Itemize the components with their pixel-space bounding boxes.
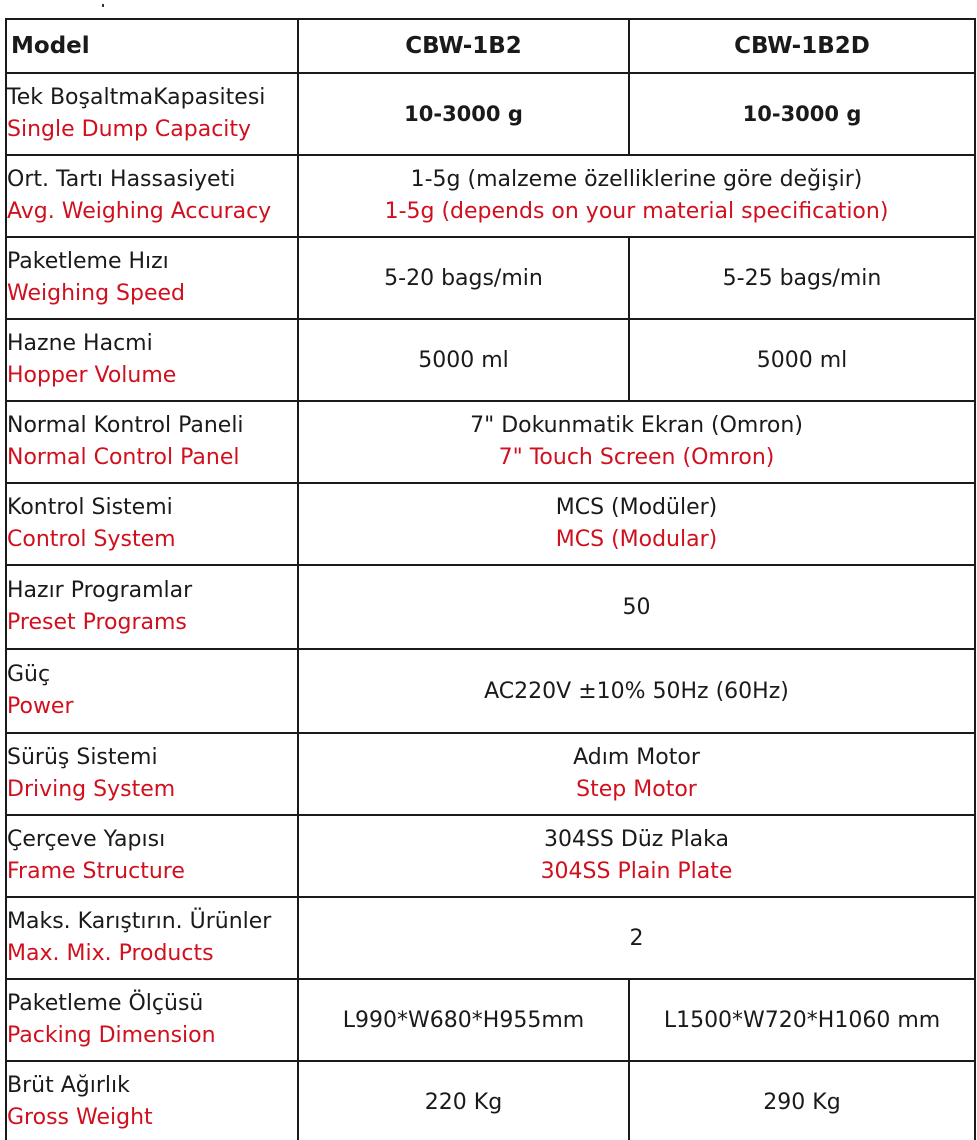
row-label	[6, 897, 298, 979]
value-a: 10-3000 g	[298, 73, 629, 155]
label-turkish: Tek BoşaltmaKapasitesi	[7, 85, 266, 110]
value-turkish: 7" Dokunmatik Ekran (Omron)	[470, 413, 803, 438]
label-turkish: Kontrol Sistemi	[7, 495, 173, 520]
table-row-weighing-speed	[6, 237, 975, 319]
value-english: 7" Touch Screen (Omron)	[498, 445, 775, 470]
row-label	[6, 401, 298, 483]
table-row-control-panel	[6, 401, 975, 483]
value-english: 1-5g (depends on your material specification)	[384, 199, 889, 224]
value-english: 304SS Plain Plate	[540, 859, 733, 884]
label-turkish: Sürüş Sistemi	[7, 745, 158, 770]
value-shared	[298, 815, 975, 897]
value-b: 5000 ml	[629, 319, 975, 401]
model-a: CBW-1B2	[298, 19, 629, 73]
row-label	[6, 815, 298, 897]
row-label	[6, 979, 298, 1061]
value-shared: AC220V ±10% 50Hz (60Hz)	[298, 649, 975, 733]
table-row-driving-system	[6, 733, 975, 815]
value-english: Step Motor	[576, 777, 697, 802]
label-english: Weighing Speed	[7, 281, 185, 306]
label-english: Hopper Volume	[7, 363, 177, 388]
label-turkish: Paketleme Ölçüsü	[7, 991, 204, 1016]
row-label	[6, 649, 298, 733]
value-a: 5000 ml	[298, 319, 629, 401]
value-shared	[298, 155, 975, 237]
value-turkish: 304SS Düz Plaka	[543, 827, 730, 852]
value-english: MCS (Modular)	[555, 527, 718, 552]
value-shared	[298, 401, 975, 483]
value-a: 220 Kg	[298, 1061, 629, 1140]
row-label	[6, 733, 298, 815]
value-a: 5-20 bags/min	[298, 237, 629, 319]
label-turkish: Ort. Tartı Hassasiyeti	[7, 167, 236, 192]
table-row-packing-dimension	[6, 979, 975, 1061]
label-english: Frame Structure	[7, 859, 185, 884]
label-english: Single Dump Capacity	[7, 117, 252, 142]
label-turkish: Paketleme Hızı	[7, 249, 169, 274]
spec-table	[5, 18, 976, 1140]
row-label	[6, 1061, 298, 1140]
value-b: 5-25 bags/min	[629, 237, 975, 319]
table-row-frame-structure	[6, 815, 975, 897]
table-row-max-mix-products	[6, 897, 975, 979]
header-row	[6, 19, 975, 73]
label-turkish: Hazne Hacmi	[7, 331, 153, 356]
row-label	[6, 565, 298, 649]
row-label	[6, 155, 298, 237]
table-row-weighing-accuracy	[6, 155, 975, 237]
row-label	[6, 73, 298, 155]
value-b: 10-3000 g	[629, 73, 975, 155]
label-english: Driving System	[7, 777, 176, 802]
label-turkish: Brüt Ağırlık	[7, 1073, 130, 1098]
label-turkish: Hazır Programlar	[7, 578, 193, 603]
model-label: Model	[6, 19, 298, 73]
table-row-preset-programs	[6, 565, 975, 649]
label-english: Avg. Weighing Accuracy	[7, 199, 272, 224]
value-turkish: 1-5g (malzeme özelliklerine göre değişir)	[410, 167, 863, 192]
label-turkish: Çerçeve Yapısı	[7, 827, 166, 852]
table-row-control-system	[6, 483, 975, 565]
label-english: Preset Programs	[7, 610, 187, 635]
value-shared	[298, 733, 975, 815]
row-label	[6, 319, 298, 401]
label-english: Normal Control Panel	[7, 445, 240, 470]
model-b: CBW-1B2D	[629, 19, 975, 73]
label-english: Packing Dimension	[7, 1023, 216, 1048]
table-row-hopper-volume	[6, 319, 975, 401]
value-turkish: Adım Motor	[573, 745, 700, 770]
label-turkish: Normal Kontrol Paneli	[7, 413, 244, 438]
table-row-power	[6, 649, 975, 733]
label-turkish: Güç	[7, 662, 51, 687]
table-row-gross-weight	[6, 1061, 975, 1140]
label-english: Max. Mix. Products	[7, 941, 214, 966]
value-shared: 2	[298, 897, 975, 979]
row-label	[6, 483, 298, 565]
value-shared	[298, 483, 975, 565]
label-english: Power	[7, 694, 74, 719]
label-english: Control System	[7, 527, 176, 552]
value-shared: 50	[298, 565, 975, 649]
row-label	[6, 237, 298, 319]
table-row-single-dump-capacity	[6, 73, 975, 155]
value-turkish: MCS (Modüler)	[555, 495, 718, 520]
value-b: L1500*W720*H1060 mm	[629, 979, 975, 1061]
label-english: Gross Weight	[7, 1105, 153, 1130]
top-tick-mark	[102, 4, 104, 7]
label-turkish: Maks. Karıştırın. Ürünler	[7, 909, 272, 934]
value-a: L990*W680*H955mm	[298, 979, 629, 1061]
value-b: 290 Kg	[629, 1061, 975, 1140]
